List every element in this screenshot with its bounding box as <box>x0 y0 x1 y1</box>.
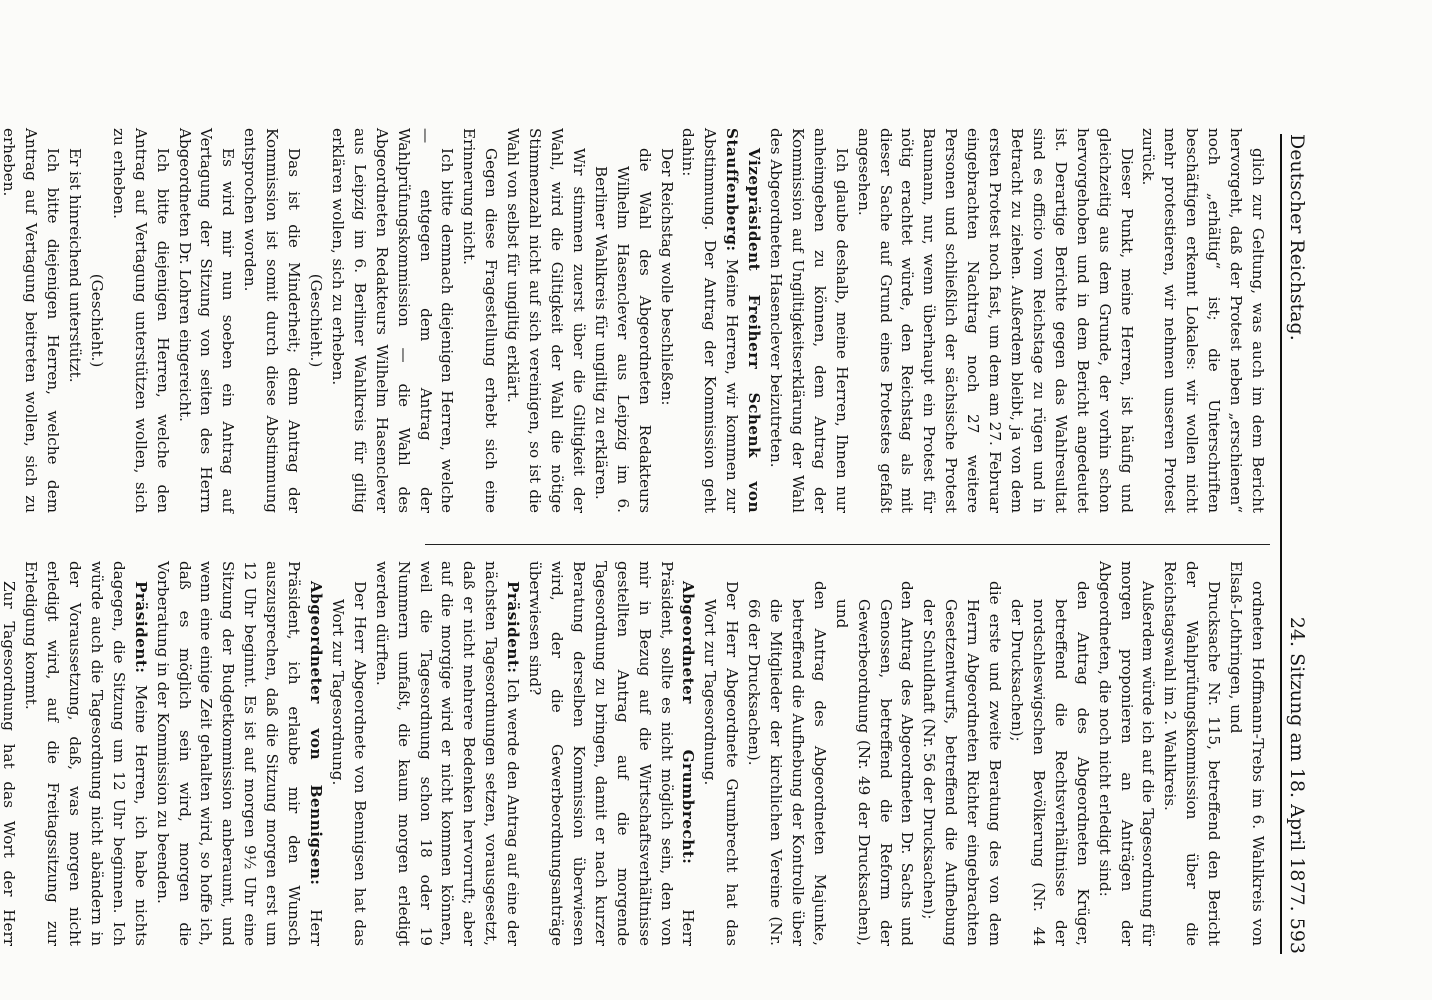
header-session-and-page <box>1286 617 1308 954</box>
left-paragraph <box>1137 128 1268 513</box>
paragraph-text: ordneten Hoffmann-Trebs im 6. Wahlkreis von Elsaß-Lothringen, und <box>1227 561 1267 946</box>
paragraph-text: Der Herr Abgeordnete Grumbrecht hat das Wort zur Tagesordnung. <box>701 581 742 946</box>
page-number: 593 <box>1286 917 1308 954</box>
left-paragraph <box>852 128 1137 513</box>
left-paragraph <box>501 128 589 513</box>
paragraph-text: (Geschieht.) <box>87 273 106 368</box>
left-paragraph <box>63 128 85 513</box>
paragraph-text: Dieser Punkt, meine Herren, ist häufig und gleichzeitig aus dem Grunde, der vorhin schon hervorgehoben und in dem Bericht angedeutet ist. Derartige Berichte gegen das Wahlresultat sind es officio vom Reichstage zu rügen und in Betracht zu ziehen. Außerdem bleibt, ja von dem ersten Protest noch fast, um dem am 27. Februar eingebrachten Nachtrag noch 27 weitere Personen und schließlich der sächsische Protest Baumann, nur, wenn überhaupt ein Protest für nötig erachtet würde, den Reichstag als mit dieser Sache auf Grund eines Protestes gefaßt angesehen. <box>854 128 1136 513</box>
paragraph-text: Drucksache Nr. 115, betreffend den Bericht der Wahlprüfungskommission über die Reichstagswahl im 2. Wahlkreis. <box>1161 561 1224 946</box>
paragraph-text: (Geschieht.) <box>307 273 326 368</box>
right-paragraph <box>523 561 698 946</box>
paragraph-text: Herr Präsident, ich erlaube mir den Wunsch auszusprechen, daß die Sitzung morgen erst um 12 Uhr beginnt. Es ist auf morgen 9½ Uhr eine Sitzung der Budgetkommission anberaumt, und wenn eine einige Zeit gehalten wird, so hoffe ich, daß es möglich sein wird, morgen die Vorberatung in der Kommission zu beenden. <box>153 561 326 946</box>
paragraph-text: Das ist die Minderheit; denn Antrag der Kommission ist somit durch diese Abstimmung entsprochen worden. <box>241 128 304 513</box>
right-paragraph <box>326 561 370 946</box>
paragraph-text: Der Reichstag wolle beschließen: <box>657 148 676 406</box>
speaker-name: Abgeordneter von Bennigsen: <box>307 581 326 886</box>
column-divider <box>425 544 1270 545</box>
left-paragraph <box>677 128 765 513</box>
left-paragraph <box>107 128 173 513</box>
right-paragraph <box>1005 561 1093 946</box>
paragraph-text: Er ist hinreichend unterstützt. <box>66 148 85 383</box>
paragraph-text: die erste und zweite Beratung des von dem Herrn Abgeordneten Richter eingebrachten Gesetzentwurfs, betreffend die Aufhebung der Schuldhaft (Nr. 56 der Drucksachen); <box>920 581 1005 946</box>
right-paragraph <box>742 561 830 946</box>
right-paragraph <box>1158 561 1224 946</box>
right-paragraph <box>918 561 1006 946</box>
right-paragraph <box>1093 561 1159 946</box>
paragraph-text: Zur Tagesordnung hat das Wort der Herr <box>0 581 19 946</box>
left-paragraph <box>304 128 326 513</box>
paragraph-text: die Wahl des Abgeordneten Redakteurs Wilhelm Hasenclever aus Leipzig im 6. Berliner Wahlkreis für ungiltig zu erklären. <box>591 148 654 513</box>
left-paragraph <box>0 128 63 513</box>
paragraph-text: Der Herr Abgeordnete von Bennigsen hat das Wort zur Tagesordnung. <box>328 581 369 946</box>
speaker-name: Präsident: <box>504 581 523 674</box>
left-column <box>0 128 1268 513</box>
paragraph-text: den Antrag des Abgeordneten Dr. Sachs und Genossen, betreffend die Reform der Gewerbeordnung (Nr. 49 der Drucksachen), und <box>832 581 917 946</box>
speaker-name: Vizepräsident Freiherr Schenk von Stauffenberg: <box>723 128 764 513</box>
paragraph-text: Ich bitte diejenigen Herren, welche dem Antrag auf Vertagung beitreten wollen, sich zu erheben. <box>0 128 63 513</box>
right-paragraph <box>830 561 918 946</box>
left-paragraph <box>764 128 852 513</box>
paragraph-text: Ich werde den Antrag auf eine der nächsten Tagesordnungen setzen, vorausgesetzt, daß er nicht mehrere Bedenken hervorruft; aber auf die morgige wird er nicht kommen können, weil die Tagesordnung schon 18 oder 19 Nummern umfaßt, die kaum morgen erledigt werden dürften. <box>372 561 523 947</box>
right-paragraph <box>698 561 742 946</box>
paragraph-text: Meine Herren, ich habe nichts dagegen, die Sitzung um 12 Uhr beginnen. Ich würde auch die Tagesordnung nicht abändern in der Voraussetzung, daß, was morgen nicht erledigt wird, auf die Freitagssitzung zur Erledigung kommt. <box>22 561 150 947</box>
paragraph-text: Ich bitte diejenigen Herren, welche den Antrag auf Vertagung unterstützen wollen, sich zu erheben. <box>109 128 172 513</box>
paragraph-text: den Antrag des Abgeordneten Majunke, betreffend die Aufhebung der Kontrolle über die Mitglieder der kirchlichen Vereine (Nr. 66 der Drucksachen). <box>745 581 829 946</box>
paragraph-text: Es wird mir nun soeben ein Antrag auf Vertagung der Sitzung von seiten des Herrn Abgeordneten Dr. Lohren eingereicht. <box>175 128 238 513</box>
right-paragraph <box>0 561 19 946</box>
right-paragraph <box>370 561 523 946</box>
paragraph-text: Gegen diese Fragestellung erhebt sich eine Erinnerung nicht. <box>460 128 501 513</box>
speaker-name: Präsident: <box>131 581 150 674</box>
left-paragraph <box>238 128 304 513</box>
paragraph-text: Wir stimmen zuerst über die Giltigkeit der Wahl, wird die Giltigkeit der Wahl die nötige Stimmenzahl nicht auf sich vereinigen, so ist die Wahl von selbst für ungiltig erklärt. <box>504 128 588 513</box>
paragraph-text: Ich bitte demnach diejenigen Herren, welche — entgegen dem Antrag der Wahlprüfungskommission — die Wahl des Abgeordneten Redakteurs Wilhelm Hasenclever aus Leipzig im 6. Berliner Wahlkreis für giltig erklären wollen, sich zu erheben. <box>328 128 457 513</box>
speaker-name: Abgeordneter Grumbrecht: <box>679 581 698 865</box>
paragraph-text: Herr Präsident, sollte es nicht möglich sein, den von mir in Bezug auf die Wirtschaftsverhältnisse gestellten Antrag auf die morgende Tagesordnung zu bringen, damit er nach kurzer Beratung derselben Kommission überwiesen wird, der die Gewerbeordnungsanträge überwiesen sind? <box>526 561 698 947</box>
paragraph-text: den Antrag des Abgeordneten Krüger, betreffend die Rechtsverhältnisse der nordschleswigschen Bevölkerung (Nr. 44 der Drucksachen); <box>1008 581 1092 946</box>
header-publication-title: Deutscher Reichstag. <box>1286 134 1308 341</box>
right-column <box>0 561 1268 946</box>
left-paragraph <box>589 128 655 513</box>
left-paragraph <box>85 128 107 513</box>
paragraph-text: Meine Herren, wir kommen zur Abstimmung. Der Antrag der Kommission geht dahin: <box>679 128 742 514</box>
right-paragraph <box>1224 561 1268 946</box>
left-paragraph <box>326 128 457 513</box>
right-paragraph <box>19 561 150 946</box>
paragraph-text: Außerdem würde ich auf die Tagesordnung für morgen proponieren an Anträgen der Abgeordneten, die noch nicht erledigt sind: <box>1095 561 1158 946</box>
right-paragraph <box>151 561 326 946</box>
paragraph-text: Ich glaube deshalb, meine Herren, Ihnen nur anheimgeben zu können, dem Antrag der Kommission auf Ungiltigkeitserklärung der Wahl des Abgeordneten Hasenclever beizutreten. <box>767 128 851 513</box>
left-paragraph <box>457 128 501 513</box>
paragraph-text: glich zur Geltung, was auch im dem Bericht hervorgeht, daß der Protest neben „erschienen“ noch „erhältig“ ist; die Unterschriften beschäftigen erkennt Lokales: wir wollen nicht mehr protestieren, wir nehmen unseren Protest zurück. <box>1139 128 1267 513</box>
header-session-date: 24. Sitzung am 18. April 1877. <box>1286 616 1308 912</box>
left-paragraph <box>655 128 677 513</box>
page-header <box>1280 134 1308 954</box>
rotated-page <box>0 46 1366 1000</box>
left-paragraph <box>173 128 239 513</box>
